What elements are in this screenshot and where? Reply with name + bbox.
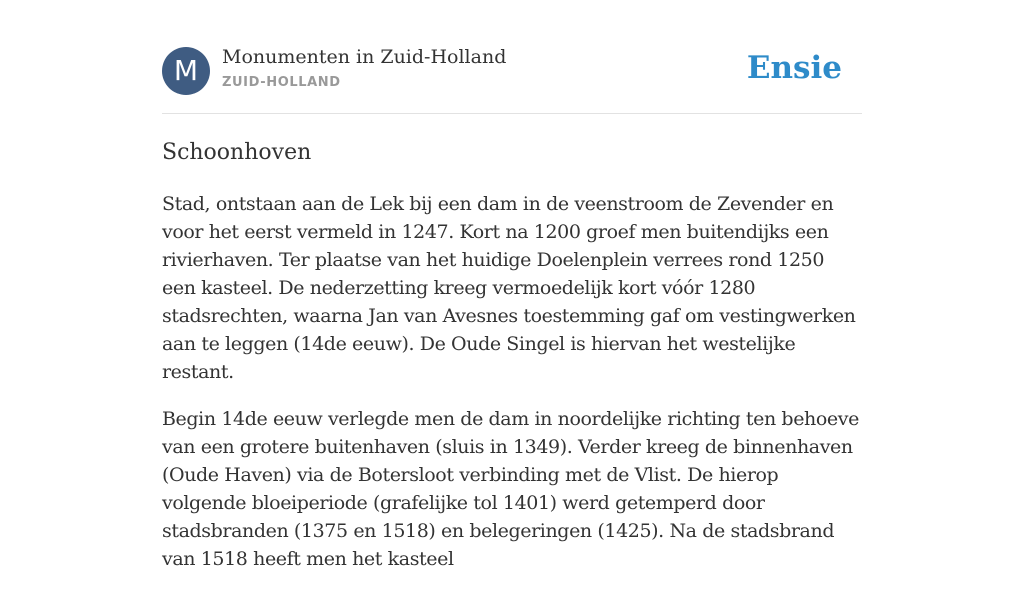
brand-logo[interactable]: Ensie <box>746 50 842 86</box>
article-title: Schoonhoven <box>162 140 312 165</box>
site-header <box>162 46 862 96</box>
site-title[interactable]: Monumenten in Zuid-Holland <box>222 46 507 68</box>
header-divider <box>162 113 862 114</box>
avatar[interactable]: M <box>162 47 210 95</box>
article <box>162 138 862 592</box>
site-subtitle[interactable]: ZUID-HOLLAND <box>222 75 341 90</box>
article-paragraph: Begin 14de eeuw verlegde men de dam in noordelijke richting ten behoeve van een grotere buitenhaven (sluis in 1349). Verder kreeg de binnenhaven (Oude Haven) via de Botersloot verbinding met de Vlist. De hierop volgende bloeiperiode (grafelijke tol 1401) werd getemperd door stadsbranden (1375 en 1518) en belegeringen (1425). Na de stadsbrand van 1518 heeft men het kasteel <box>162 408 859 570</box>
article-paragraph: Stad, ontstaan aan de Lek bij een dam in de veenstroom de Zevender en voor het eerst vermeld in 1247. Kort na 1200 groef men buitendijks een rivierhaven. Ter plaatse van het huidige Doelenplein verrees rond 1250 een kasteel. De nederzetting kreeg vermoedelijk kort vóór 1280 stadsrechten, waarna Jan van Avesnes toestemming gaf om vestingwerken aan te leggen (14de eeuw). De Oude Singel is hiervan het westelijke restant. <box>162 193 856 383</box>
